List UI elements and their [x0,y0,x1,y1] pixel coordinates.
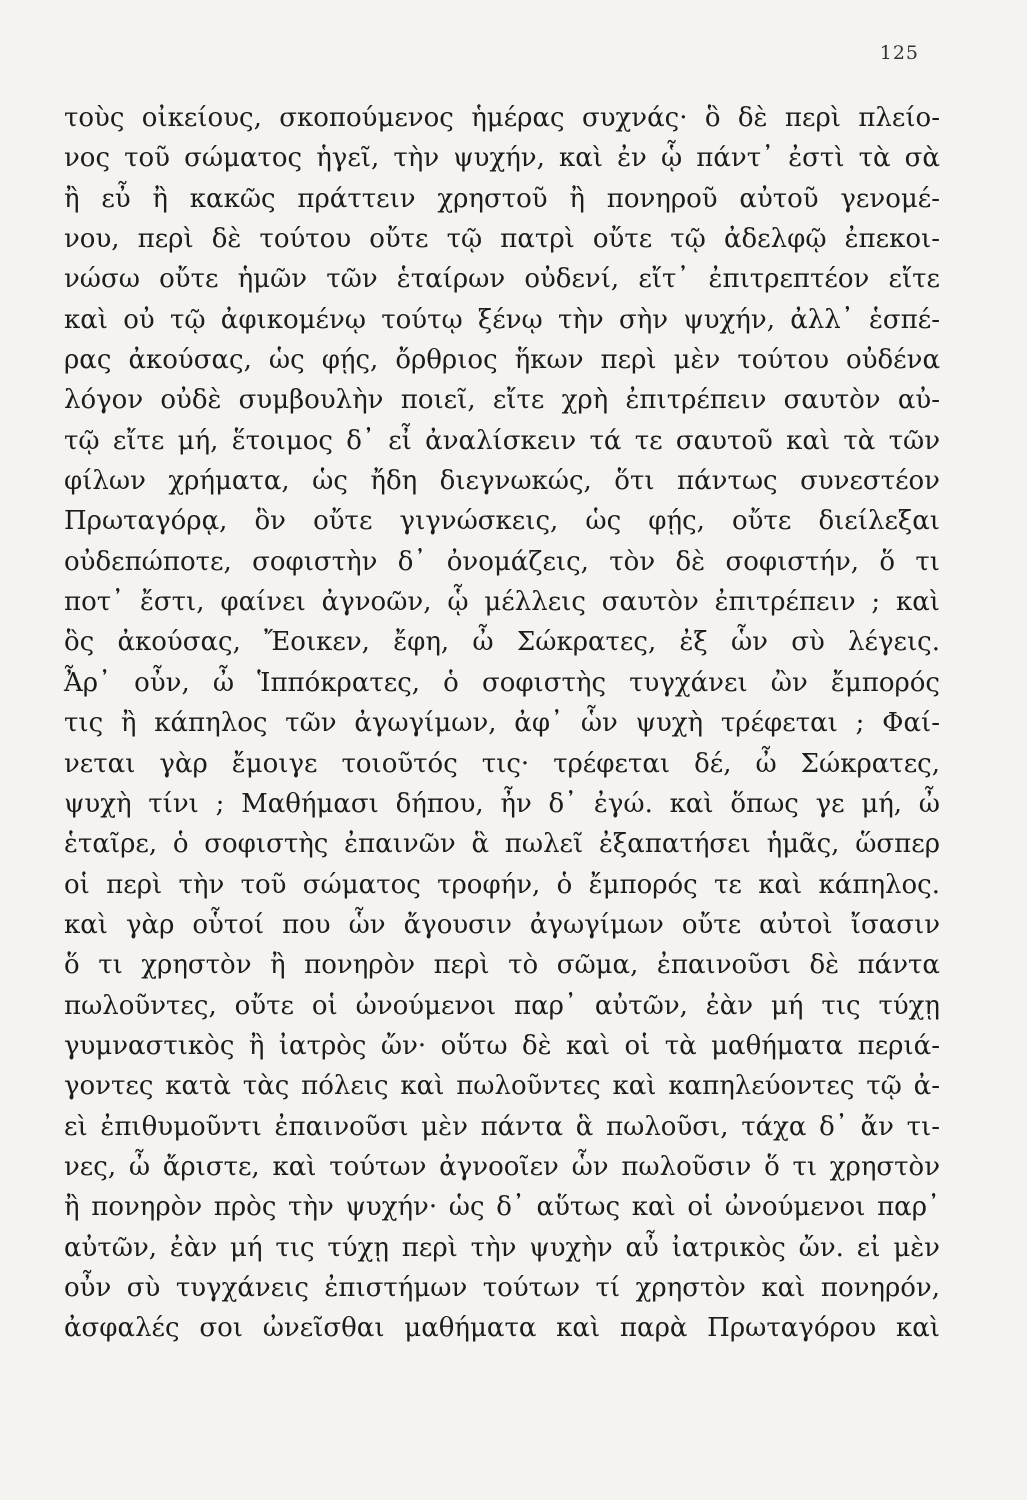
text-line: οἱ περὶ τὴν τοῦ σώματος τροφήν, ὁ ἔμπορός τε καὶ κάπηλος. [64,869,940,900]
text-line: νεται γὰρ ἔμοιγε τοιοῦτός τις· τρέφεται δέ, ὦ Σώκρατες, [64,748,940,779]
text-line: ρας ἀκούσας, ὡς φῄς, ὄρθριος ἥκων περὶ μὲν τούτου οὐδένα [64,345,940,376]
greek-text-block [64,98,940,1349]
text-line: ὅ τι χρηστὸν ἢ πονηρὸν περὶ τὸ σῶμα, ἐπαινοῦσι δὲ πάντα [64,950,940,981]
text-line: τῷ εἴτε μή, ἕτοιμος δ᾽ εἶ ἀναλίσκειν τά τε σαυτοῦ καὶ τὰ τῶν [64,425,940,456]
text-line: Ἆρ᾽ οὖν, ὦ Ἱππόκρατες, ὁ σοφιστὴς τυγχάνει ὢν ἔμπορός [64,667,940,698]
text-line: φίλων χρήματα, ὡς ἤδη διεγνωκώς, ὅτι πάντως συνεστέον [64,466,940,497]
text-line: νος τοῦ σώματος ἡγεῖ, τὴν ψυχήν, καὶ ἐν ᾧ πάντ᾽ ἐστὶ τὰ σὰ [64,143,940,174]
text-line: ποτ᾽ ἔστι, φαίνει ἀγνοῶν, ᾧ μέλλεις σαυτὸν ἐπιτρέπειν ; καὶ [64,587,940,618]
text-line: ἢ εὖ ἢ κακῶς πράττειν χρηστοῦ ἢ πονηροῦ αὐτοῦ γενομέ- [64,183,940,214]
text-line: Πρωταγόρᾳ, ὃν οὔτε γιγνώσκεις, ὡς φῄς, οὔτε διείλεξαι [64,506,940,537]
text-line: νες, ὦ ἄριστε, καὶ τούτων ἀγνοοῖεν ὧν πωλοῦσιν ὅ τι χρηστὸν [64,1151,940,1182]
text-line: καὶ οὐ τῷ ἀφικομένῳ τούτῳ ξένῳ τὴν σὴν ψυχήν, ἀλλ᾽ ἑσπέ- [64,304,940,335]
text-line: νώσω οὔτε ἡμῶν τῶν ἑταίρων οὐδενί, εἴτ᾽ ἐπιτρεπτέον εἴτε [64,264,940,295]
page-number: 125 [879,42,919,64]
text-line: πωλοῦντες, οὔτε οἱ ὠνούμενοι παρ᾽ αὐτῶν, ἐὰν μή τις τύχῃ [64,990,940,1021]
text-line: τις ἢ κάπηλος τῶν ἀγωγίμων, ἀφ᾽ ὧν ψυχὴ τρέφεται ; Φαί- [64,708,940,739]
text-line: γυμναστικὸς ἢ ἰατρὸς ὤν· οὕτω δὲ καὶ οἱ τὰ μαθήματα περιά- [64,1030,940,1061]
text-line: γοντες κατὰ τὰς πόλεις καὶ πωλοῦντες καὶ καπηλεύοντες τῷ ἀ- [64,1071,940,1102]
text-line: ἀσφαλές σοι ὠνεῖσθαι μαθήματα καὶ παρὰ Πρωταγόρου καὶ [64,1313,940,1344]
text-line: καὶ γὰρ οὗτοί που ὧν ἄγουσιν ἀγωγίμων οὔτε αὐτοὶ ἴσασιν [64,909,940,940]
text-line: οὐδεπώποτε, σοφιστὴν δ᾽ ὀνομάζεις, τὸν δὲ σοφιστήν, ὅ τι [64,546,940,577]
text-line: αὐτῶν, ἐὰν μή τις τύχῃ περὶ τὴν ψυχὴν αὖ ἰατρικὸς ὤν. εἰ μὲν [64,1232,940,1263]
text-line: ψυχὴ τίνι ; Μαθήμασι δήπου, ἦν δ᾽ ἐγώ. καὶ ὅπως γε μή, ὦ [64,788,940,819]
text-line: ἑταῖρε, ὁ σοφιστὴς ἐπαινῶν ἃ πωλεῖ ἐξαπατήσει ἡμᾶς, ὥσπερ [64,829,940,860]
text-line: ἢ πονηρὸν πρὸς τὴν ψυχήν· ὡς δ᾽ αὕτως καὶ οἱ ὠνούμενοι παρ᾽ [64,1192,940,1223]
text-line: νου, περὶ δὲ τούτου οὔτε τῷ πατρὶ οὔτε τῷ ἀδελφῷ ἐπεκοι- [64,224,940,255]
text-line: οὖν σὺ τυγχάνεις ἐπιστήμων τούτων τί χρηστὸν καὶ πονηρόν, [64,1272,940,1303]
text-line: εὶ ἐπιθυμοῦντι ἐπαινοῦσι μὲν πάντα ἃ πωλοῦσι, τάχα δ᾽ ἄν τι- [64,1111,940,1142]
text-line: τοὺς οἰκείους, σκοπούμενος ἡμέρας συχνάς· ὃ δὲ περὶ πλείο- [64,103,940,133]
text-line: ὃς ἀκούσας, Ἔοικεν, ἔφη, ὦ Σώκρατες, ἐξ ὧν σὺ λέγεις. [64,627,940,658]
text-line: λόγον οὐδὲ συμβουλὴν ποιεῖ, εἴτε χρὴ ἐπιτρέπειν σαυτὸν αὐ- [64,385,940,416]
